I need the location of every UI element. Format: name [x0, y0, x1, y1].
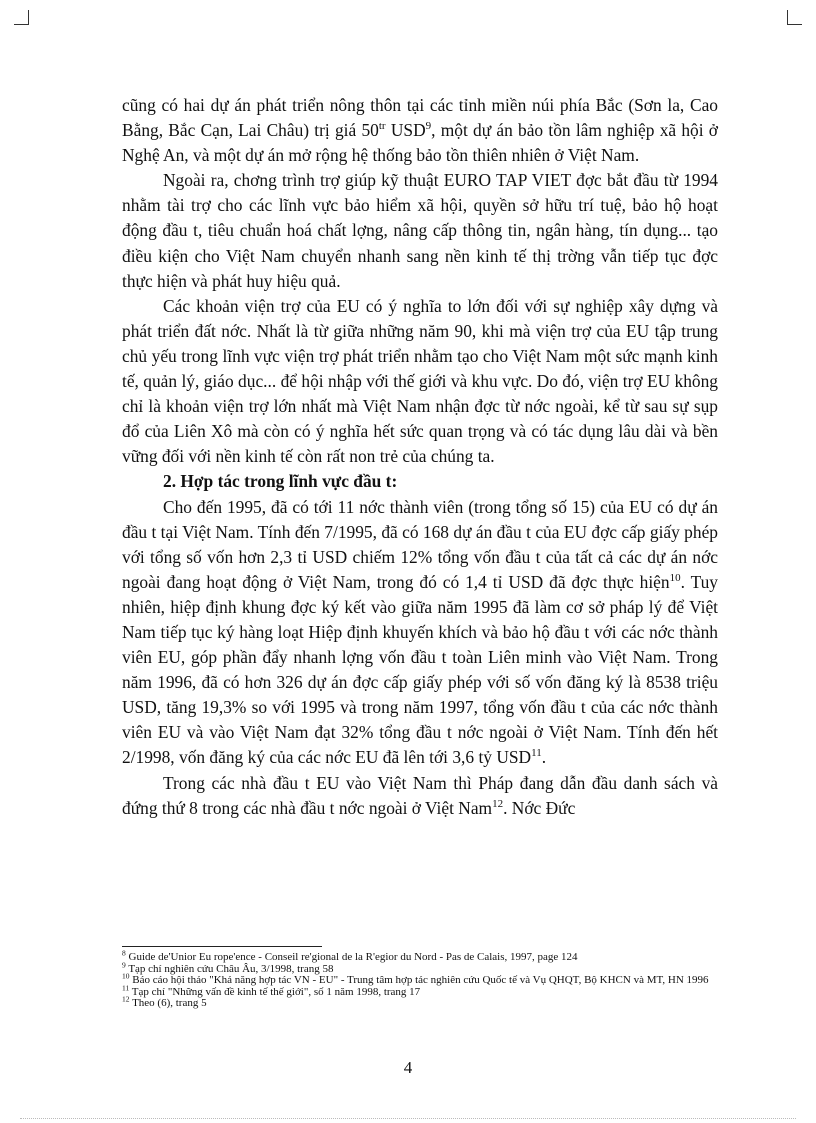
- footnote: $^{11}$ Tạp chí "Những vấn đề kinh tế thế giới", số 1 năm 1998, trang 17: [122, 982, 421, 998]
- footnotes: [122, 948, 722, 1010]
- crop-mark-top-left: [14, 10, 29, 25]
- paragraph-2: Ngoài ra, chơng trình trợ giúp kỹ thuật EURO TAP VIET đợc bắt đầu từ 1994 nhằm tài trợ cho các lĩnh vực bảo hiểm xã hội, quyền sở hữu trí tuệ, bảo hộ hoạt động đầu t, tiêu chuẩn hoá chất lợng, nâng cấp thông tin, ngân hàng, tín dụng... tạo điều kiện cho Việt Nam chuyển nhanh sang nền kinh tế thị trờng vẫn tiếp tục đợc thực hiện và phát huy hiệu quả.: [122, 170, 718, 291]
- paragraph-5: Trong các nhà đầu t EU vào Việt Nam thì Pháp đang dẫn đầu danh sách và đứng thứ 8 trong các nhà đầu t nớc ngoài ở Việt Nam$^{12}$. Nớc Đức: [122, 772, 718, 818]
- page-bottom-border: [20, 1118, 796, 1119]
- footnote: $^9$ Tạp chí nghiên cứu Châu Âu, 3/1998, trang 58: [122, 959, 334, 975]
- footnote: $^{12}$ Theo (6), trang 5: [122, 994, 207, 1009]
- footnote-ref-11: 11: [531, 747, 542, 760]
- footnote-ref-9: 9: [425, 120, 432, 133]
- paragraph-1: cũng có hai dự án phát triển nông thôn tại các tỉnh miền núi phía Bắc (Sơn la, Cao Bằng, Bắc Cạn, Lai Châu) trị giá $50^{tr}$ USD$^9$, một dự án bảo tồn lâm nghiệp xã hội ở Nghệ An, và một dự án mở rộng hệ thống bảo tồn thiên nhiên ở Việt Nam.: [122, 95, 718, 166]
- page-number: 4: [403, 1058, 413, 1077]
- footnote: $^8$ Guide de'Unior Eu rope'ence - Conseil re'gional de la R'egior du Nord - Pas de Calais, 1997, page 124: [122, 948, 578, 963]
- footnote: $^{10}$ Báo cáo hội thảo "Khả năng hợp tác VN - EU" - Trung tâm hợp tác nghiên cứu Quốc tế và Vụ QHQT, Bộ KHCN và MT, HN 1996: [122, 971, 709, 986]
- section-heading: 2. Hợp tác trong lĩnh vực đầu t:: [163, 471, 398, 492]
- footnote-ref-12: 12: [492, 797, 504, 810]
- footnote-ref-10: 10: [669, 571, 681, 584]
- body-text: [122, 93, 718, 821]
- crop-mark-top-right: [787, 10, 802, 25]
- paragraph-3: Các khoản viện trợ của EU có ý nghĩa to lớn đối với sự nghiệp xây dựng và phát triển đất nớc. Nhất là từ giữa những năm 90, khi mà viện trợ của EU tập trung chủ yếu trong lĩnh vực viện trợ phát triển nhằm tạo cho Việt Nam một sức mạnh kinh tế, quản lý, giáo dục... để hội nhập với thế giới và khu vực. Do đó, viện trợ EU không chỉ là khoản viện trợ lớn nhất mà Việt Nam nhận đợc từ nớc ngoài, kể từ sau sự sụp đổ của Liên Xô mà còn có ý nghĩa hết sức quan trọng và có tác dụng lâu dài và bền vững đối với nền kinh tế còn rất non trẻ của chúng ta.: [122, 295, 718, 467]
- footnote-separator: [122, 946, 322, 947]
- paragraph-4: Cho đến 1995, đã có tới 11 nớc thành viên (trong tổng số 15) của EU có dự án đầu t tại Việt Nam. Tính đến 7/1995, đã có 168 dự án đầu t của EU đợc cấp giấy phép với tổng số vốn hơn 2,3 tỉ USD chiếm 12% tổng vốn đầu t của tất cả các dự án nớc ngoài đang hoạt động ở Việt Nam, trong đó có 1,4 tỉ USD đã đợc thực hiện$^{10}$. Tuy nhiên, hiệp định khung đợc ký kết vào giữa năm 1995 đã làm cơ sở pháp lý để Việt Nam tiếp tục ký hàng loạt Hiệp định khuyến khích và bảo hộ đầu t với các nớc thành viên EU, góp phần đẩy nhanh lợng vốn đầu t toàn Liên minh vào Việt Nam. Trong năm 1996, đã có hơn 326 dự án đợc cấp giấy phép với số vốn đăng ký là 8538 triệu USD, tăng 19,3% so với 1995 và trong năm 1997, tổng vốn đầu t của các nớc thành viên EU và vào Việt Nam đạt 32% tổng đầu t nớc ngoài ở Việt Nam. Tính đến hết 2/1998, vốn đăng ký của các nớc EU đã lên tới 3,6 tỷ USD$^{11}$.: [122, 496, 718, 768]
